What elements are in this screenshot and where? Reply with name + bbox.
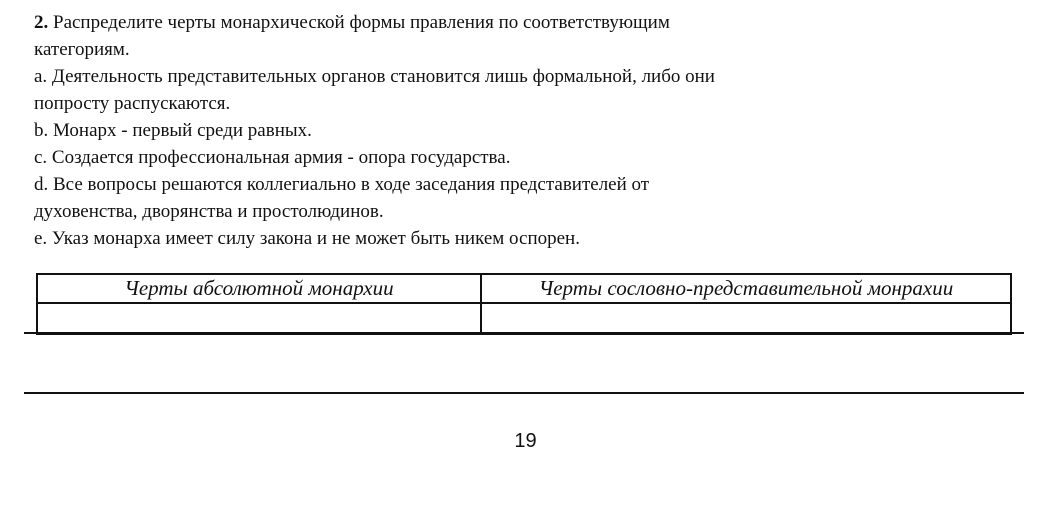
- item-b: b. Монарх - первый среди равных.: [34, 120, 312, 141]
- item-d-line-1: d. Все вопросы решаются коллегиально в ходе заседания представителей от: [34, 174, 650, 195]
- item-d-line-2: духовенства, дворянства и простолюдинов.: [34, 201, 384, 222]
- divider-line: [24, 392, 1024, 394]
- features-table: [36, 273, 1012, 335]
- task-title-line: [34, 9, 1024, 36]
- task-number: 2.: [34, 12, 49, 33]
- task-title: Распределите черты монархической формы правления по соответствующим: [48, 12, 670, 33]
- answer-cell-estate-representative[interactable]: [481, 303, 1011, 334]
- header-estate-representative-monarchy: Черты сословно-представительной монрахии: [481, 274, 1011, 303]
- item-c: c. Создается профессиональная армия - опора государства.: [34, 147, 511, 168]
- item-a-line-1: a. Деятельность представительных органов становится лишь формальной, либо они: [34, 66, 715, 87]
- page-number: 19: [514, 430, 537, 452]
- header-absolute-monarchy: Черты абсолютной монархии: [37, 274, 481, 303]
- table-row: [37, 303, 1011, 334]
- task-title-continuation: категориям.: [34, 39, 130, 60]
- divider-line: [24, 332, 1024, 334]
- item-e: e. Указ монарха имеет силу закона и не может быть никем оспорен.: [34, 228, 580, 249]
- table-header-row: [37, 274, 1011, 303]
- task-text: [34, 9, 1024, 252]
- answer-cell-absolute[interactable]: [37, 303, 481, 334]
- item-a-line-2: попросту распускаются.: [34, 93, 231, 114]
